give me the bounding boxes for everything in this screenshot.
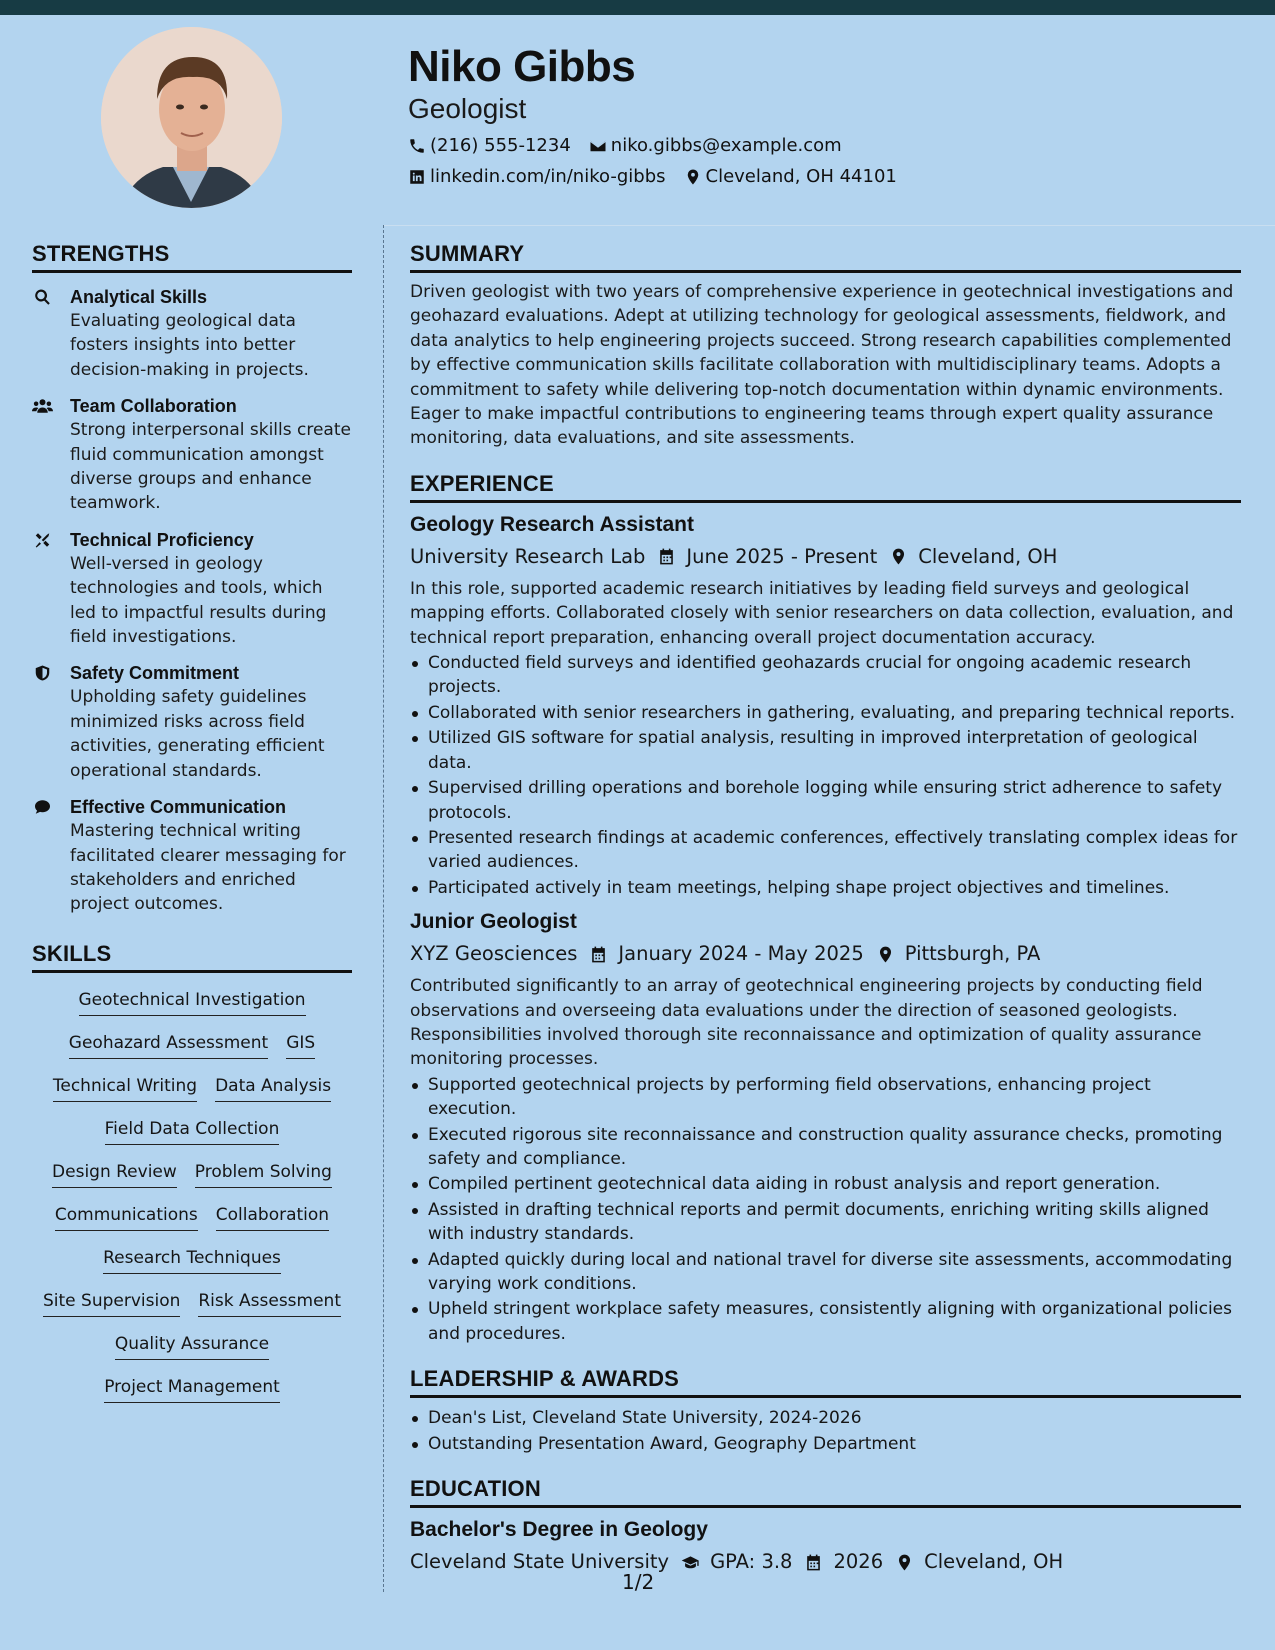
map-pin-icon <box>889 547 908 566</box>
job-bullets <box>410 1073 1241 1346</box>
job-entry <box>410 908 1241 1346</box>
job-bullet: Compiled pertinent geotechnical data aiding in robust analysis and report generation. <box>410 1172 1241 1196</box>
strength-item <box>32 528 352 650</box>
summary-heading: SUMMARY <box>410 241 1241 273</box>
skill-tag: Research Techniques <box>103 1247 281 1274</box>
contact-phone[interactable] <box>408 135 571 156</box>
users-icon <box>32 397 53 415</box>
job-title: Geology Research Assistant <box>410 512 694 536</box>
job-entry <box>410 511 1241 900</box>
job-bullet: Participated actively in team meetings, helping shape project objectives and timelines. <box>410 876 1241 900</box>
top-accent-bar <box>0 0 1275 15</box>
linkedin-text: linkedin.com/in/niko-gibbs <box>430 166 666 187</box>
job-title: Junior Geologist <box>410 910 577 934</box>
job-bullet: Utilized GIS software for spatial analysis, resulting in improved interpretation of geological data. <box>410 726 1241 775</box>
skills-list <box>32 989 352 1403</box>
job-description: Contributed significantly to an array of geotechnical engineering projects by conducting field observations and overseeing data evaluations under the direction of seasoned geologists. Responsibilities involved thorough site reconnaissance and optimization of quality assurance monitoring processes. <box>410 976 1203 1070</box>
education-meta <box>410 1549 1241 1575</box>
search-icon <box>32 288 53 306</box>
degree-title: Bachelor's Degree in Geology <box>410 1518 708 1542</box>
job-dates: June 2025 - Present <box>686 544 878 568</box>
right-column <box>410 241 1241 1575</box>
strength-item <box>32 795 352 917</box>
education-location: Cleveland, OH <box>924 1550 1064 1574</box>
award-item: Dean's List, Cleveland State University, 2024-2026 <box>410 1406 1241 1430</box>
contact-location <box>684 166 897 187</box>
strength-text: Evaluating geological data fosters insights into better decision-making in projects. <box>70 311 309 380</box>
strength-text: Strong interpersonal skills create fluid communication amongst diverse groups and enhance teamwork. <box>70 420 351 514</box>
job-bullet: Conducted field surveys and identified geohazards crucial for ongoing academic research projects. <box>410 651 1241 700</box>
skill-tag: Data Analysis <box>215 1075 331 1102</box>
tools-icon <box>32 531 53 549</box>
linkedin-icon <box>408 168 426 186</box>
job-location: Cleveland, OH <box>918 544 1058 568</box>
contact-linkedin[interactable] <box>408 166 666 187</box>
phone-icon <box>408 137 426 155</box>
awards-list <box>410 1406 1241 1456</box>
envelope-icon <box>589 137 607 155</box>
job-company: University Research Lab <box>410 544 646 568</box>
job-bullet: Supported geotechnical projects by performing field observations, enhancing project execution. <box>410 1073 1241 1122</box>
profile-photo <box>101 27 282 208</box>
strength-text: Mastering technical writing facilitated clearer messaging for stakeholders and enriched project outcomes. <box>70 821 346 915</box>
job-bullet: Adapted quickly during local and national travel for diverse site assessments, accommodating varying work conditions. <box>410 1248 1241 1297</box>
left-column <box>32 241 352 1403</box>
map-pin-icon <box>876 945 895 964</box>
skill-tag: Problem Solving <box>195 1161 332 1188</box>
contact-line-2 <box>408 166 897 187</box>
skill-tag: Risk Assessment <box>198 1290 341 1317</box>
calendar-icon <box>589 945 608 964</box>
job-bullet: Executed rigorous site reconnaissance and construction quality assurance checks, promoting safety and compliance. <box>410 1123 1241 1172</box>
job-bullets <box>410 651 1241 900</box>
gpa: GPA: 3.8 <box>710 1550 793 1574</box>
summary-text: Driven geologist with two years of comprehensive experience in geotechnical investigations and geohazard evaluations. Adept at utilizing technology for geological assessments, fieldwork, and data analytics to help engineering projects succeed. Strong research capabilities complemented by effective communication skills facilitate collaboration with multidisciplinary teams. Adopts a commitment to safety while delivering top-notch documentation within dynamic environments. Eager to make impactful contributions to engineering teams through expert quality assurance monitoring, data evaluations, and site assessments. <box>410 282 1234 449</box>
skill-tag: Field Data Collection <box>105 1118 280 1145</box>
strengths-heading: STRENGTHS <box>32 241 352 273</box>
graduation-cap-icon <box>681 1553 700 1572</box>
map-pin-icon <box>684 168 702 186</box>
strength-text: Well-versed in geology technologies and tools, which led to impactful results during field investigations. <box>70 553 327 648</box>
header-rule <box>384 225 1275 226</box>
map-pin-icon <box>895 1553 914 1572</box>
job-description: In this role, supported academic research initiatives by leading field surveys and geological mapping efforts. Collaborated closely with senior researchers on data collection, evaluation, and technical report preparation, enhancing overall project documentation accuracy. <box>410 578 1234 648</box>
strength-title: Technical Proficiency <box>70 529 254 550</box>
job-bullet: Collaborated with senior researchers in gathering, evaluating, and preparing technical reports. <box>410 701 1241 725</box>
skill-tag: Project Management <box>104 1376 280 1403</box>
shield-icon <box>32 664 53 682</box>
skill-tag: Design Review <box>52 1161 177 1188</box>
strength-title: Analytical Skills <box>70 287 208 307</box>
job-bullet: Assisted in drafting technical reports and permit documents, enriching writing skills aligned with industry standards. <box>410 1198 1241 1247</box>
job-bullet: Supervised drilling operations and borehole logging while ensuring strict adherence to safety protocols. <box>410 776 1241 825</box>
job-company: XYZ Geosciences <box>410 942 578 966</box>
experience-heading: EXPERIENCE <box>410 471 1241 503</box>
skill-tag: GIS <box>286 1032 315 1059</box>
location-text: Cleveland, OH 44101 <box>705 166 897 187</box>
skill-tag: Quality Assurance <box>115 1333 269 1360</box>
job-meta <box>410 941 1241 967</box>
skill-tag: Communications <box>55 1204 198 1231</box>
contact-email[interactable] <box>589 135 842 156</box>
award-item: Outstanding Presentation Award, Geography Department <box>410 1432 1241 1456</box>
skill-tag: Site Supervision <box>43 1290 180 1317</box>
skill-tag: Collaboration <box>216 1204 329 1231</box>
skill-tag: Geotechnical Investigation <box>79 989 306 1016</box>
strength-title: Effective Communication <box>70 797 287 818</box>
candidate-role: Geologist <box>408 93 527 124</box>
candidate-name: Niko Gibbs <box>408 42 636 91</box>
calendar-icon <box>657 547 676 566</box>
strength-title: Safety Commitment <box>70 663 240 684</box>
strength-title: Team Collaboration <box>70 396 237 417</box>
awards-heading: LEADERSHIP & AWARDS <box>410 1366 1241 1398</box>
education-heading: EDUCATION <box>410 1476 1241 1508</box>
skill-tag: Technical Writing <box>53 1075 197 1102</box>
job-meta <box>410 544 1241 570</box>
skills-heading: SKILLS <box>32 941 352 973</box>
strength-item <box>32 285 352 382</box>
comment-icon <box>32 798 53 816</box>
job-bullet: Upheld stringent workplace safety measures, consistently aligning with organizational policies and procedures. <box>410 1297 1241 1346</box>
strength-item <box>32 394 352 516</box>
skill-tag: Geohazard Assessment <box>69 1032 268 1059</box>
strength-item <box>32 661 352 783</box>
contact-line-1 <box>408 135 842 156</box>
calendar-icon <box>804 1553 823 1572</box>
job-bullet: Presented research findings at academic conferences, effectively translating complex ideas for varied audiences. <box>410 826 1241 875</box>
graduation-year: 2026 <box>833 1550 884 1574</box>
job-location: Pittsburgh, PA <box>904 942 1041 966</box>
job-dates: January 2024 - May 2025 <box>618 942 864 966</box>
school-name: Cleveland State University <box>410 1550 670 1574</box>
phone-text: (216) 555-1234 <box>430 135 571 156</box>
column-divider <box>383 225 384 1592</box>
page-number: 1/2 <box>622 1570 655 1594</box>
strength-text: Upholding safety guidelines minimized risks across field activities, generating efficient operational standards. <box>70 687 325 781</box>
email-text: niko.gibbs@example.com <box>610 135 842 156</box>
